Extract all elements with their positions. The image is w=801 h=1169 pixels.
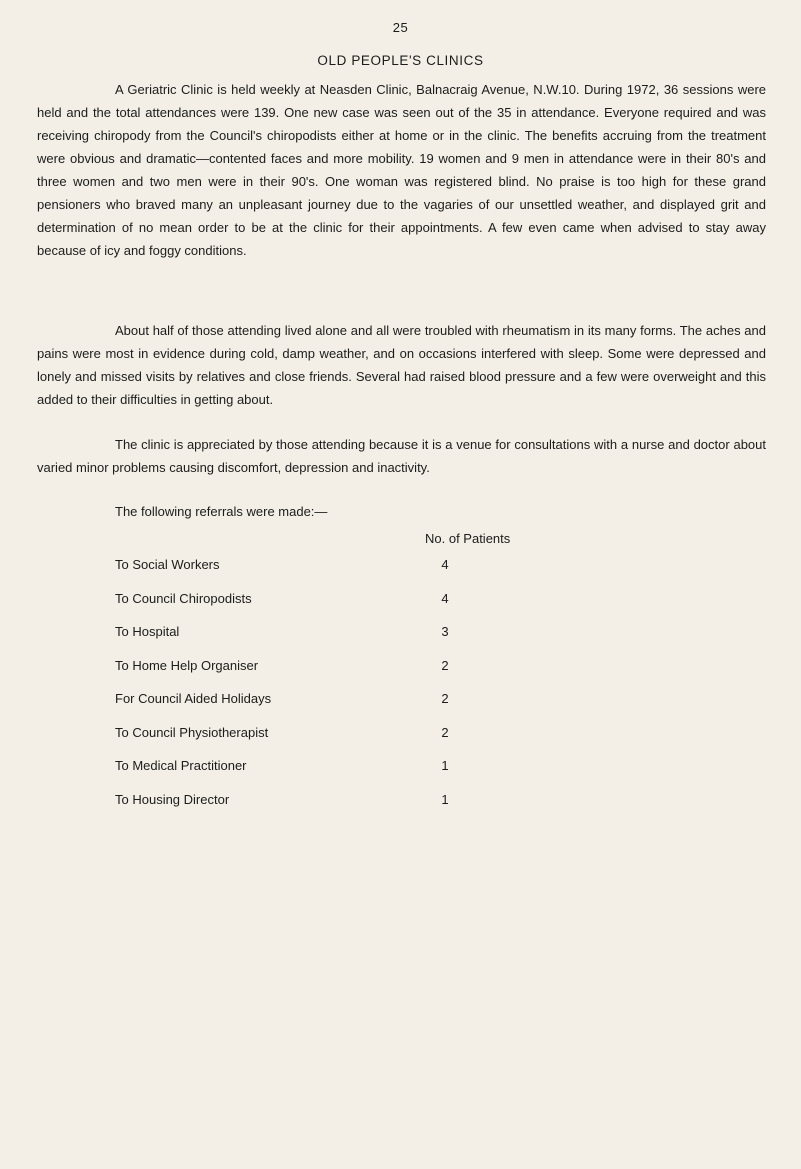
referral-label: For Council Aided Holidays	[115, 691, 272, 706]
referral-count: 2	[441, 724, 449, 740]
table-row	[115, 792, 535, 826]
paragraph-clinic-overview: A Geriatric Clinic is held weekly at Neasden Clinic, Balnacraig Avenue, N.W.10. During 1972, 36 sessions were held and the total attendances were 139. One new case was seen out of the 35 in attendance. Everyone required and was receiving chiropody from the Council's chiropodists either at home or in the clinic. The benefits accruing from the treatment were obvious and dramatic—contented faces and more mobility. 19 women and 9 men in attendance were in their 80's and three women and two men were in their 90's. One woman was registered blind. No praise is too high for these grand pensioners who braved many an unpleasant journey due to the vagaries of our unsettled weather, and displayed grit and determination of no mean order to be at the clinic for their appointments. A few even came when advised to stay away because of icy and foggy conditions.	[37, 82, 766, 258]
table-row	[115, 557, 535, 591]
table-row	[115, 624, 535, 658]
referral-count: 1	[441, 791, 449, 807]
referral-label: To Medical Practitioner	[115, 758, 247, 773]
referral-count: 2	[441, 657, 449, 673]
table-row	[115, 591, 535, 625]
paragraph-clinic-appreciation: The clinic is appreciated by those attending because it is a venue for consultations with a nurse and doctor about varied minor problems causing discomfort, depression and inactivity.	[37, 437, 766, 475]
referrals-column-header: No. of Patients	[425, 531, 511, 546]
referral-label: To Home Help Organiser	[115, 657, 259, 673]
referral-count: 2	[441, 691, 449, 706]
table-row	[115, 658, 535, 692]
referral-count: 1	[441, 758, 449, 773]
referrals-intro: The following referrals were made:—	[115, 504, 328, 519]
table-row	[115, 758, 535, 792]
referral-label: To Housing Director	[115, 791, 230, 807]
referral-label: To Hospital	[115, 624, 180, 639]
referral-label: To Social Workers	[115, 557, 220, 572]
table-row	[115, 725, 535, 759]
paragraph-patient-conditions: About half of those attending lived alone and all were troubled with rheumatism in its many forms. The aches and pains were most in evidence during cold, damp weather, and on occasions interfered with sleep. Some were depressed and lonely and missed visits by relatives and close friends. Several had raised blood pressure and a few were overweight and this added to their difficulties in getting about.	[37, 323, 766, 407]
referral-label: To Council Chiropodists	[115, 590, 252, 606]
referral-count: 3	[441, 624, 449, 639]
table-row	[115, 691, 535, 725]
page-number: 25	[392, 20, 409, 35]
referral-label: To Council Physiotherapist	[115, 724, 269, 740]
referrals-table	[115, 557, 535, 825]
referral-count: 4	[441, 557, 449, 572]
section-heading: OLD PEOPLE'S CLINICS	[317, 53, 484, 68]
referral-count: 4	[441, 590, 449, 606]
